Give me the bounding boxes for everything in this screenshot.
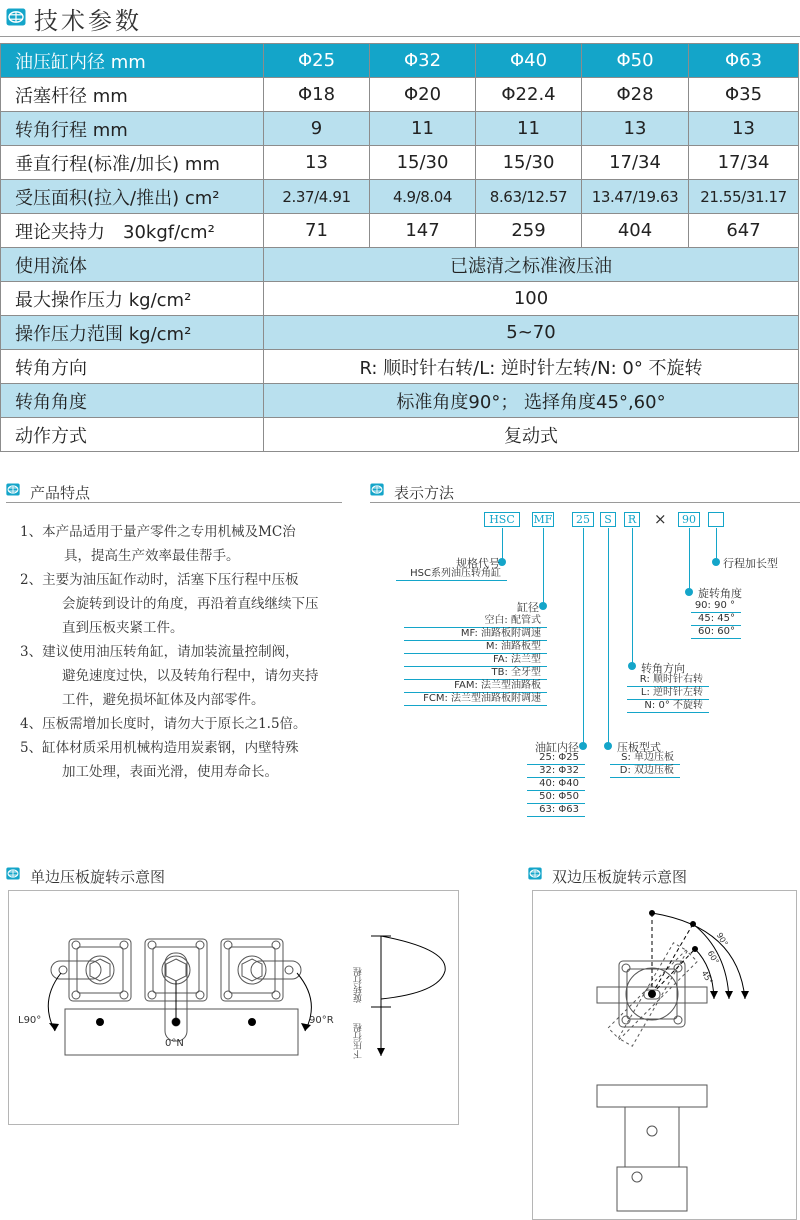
connector-line <box>689 528 690 592</box>
row-label: 转角角度 <box>1 384 264 418</box>
cell-value: Φ35 <box>689 78 799 112</box>
spec-row <box>1 146 799 180</box>
group-label-cylinder: 缸径 <box>517 601 539 614</box>
connector-dot <box>712 558 720 566</box>
cell-value: Φ20 <box>370 78 476 112</box>
code-box-angle: 90 <box>678 512 700 527</box>
connector-dot <box>579 742 587 750</box>
option-item: FA: 法兰型 <box>404 654 547 667</box>
cell-value: 11 <box>476 112 582 146</box>
page-title: 技术参数 <box>34 7 142 35</box>
cell-value: 15/30 <box>476 146 582 180</box>
spec-row <box>1 350 799 384</box>
connector-dot <box>628 662 636 670</box>
row-label: 转角方向 <box>1 350 264 384</box>
spec-row <box>1 112 799 146</box>
feature-line: 2、主要为油压缸作动时，活塞下压行程中压板 <box>20 572 299 588</box>
feature-line: 具，提高生产效率最佳帮手。 <box>64 548 240 564</box>
spec-row <box>1 418 799 452</box>
cell-value: Φ18 <box>264 78 370 112</box>
code-box-bore: 25 <box>572 512 594 527</box>
option-list-cylinder <box>404 615 547 706</box>
feature-line: 5、缸体材质采用机械构造用炭素钢，内壁特殊 <box>20 740 299 756</box>
cell-value: 11 <box>370 112 476 146</box>
code-box-direction: R <box>624 512 640 527</box>
row-label: 操作压力范围 kg/cm² <box>1 316 264 350</box>
connector-line <box>583 528 584 746</box>
divider <box>370 502 800 503</box>
spec-row <box>1 44 799 78</box>
double-clamp-diagram <box>532 890 797 1220</box>
row-label: 最大操作压力 kg/cm² <box>1 282 264 316</box>
spec-row <box>1 282 799 316</box>
section-header-double-clamp <box>528 866 798 888</box>
group-label-direction: 转角方向 <box>641 662 685 675</box>
option-item: 90: 90 ° <box>691 600 741 613</box>
feature-line: 加工处理，表面光滑，使用寿命长。 <box>62 764 278 780</box>
connector-line <box>632 528 633 666</box>
label-right-90: 90°R <box>309 1015 334 1026</box>
option-item: N: 0° 不旋转 <box>627 700 709 713</box>
cell-value: 21.55/31.17 <box>689 180 799 214</box>
cell-value: Φ40 <box>476 44 582 78</box>
cell-value: 已滤清之标准液压油 <box>264 248 799 282</box>
feature-line: 直到压板夹紧工件。 <box>62 620 184 636</box>
feature-line: 避免速度过快，以及转角行程中，请勿夹持 <box>62 668 319 684</box>
cell-value: Φ28 <box>582 78 689 112</box>
cell-value: Φ63 <box>689 44 799 78</box>
connector-dot <box>685 588 693 596</box>
option-item: R: 顺时针右转 <box>627 674 709 687</box>
single-clamp-diagram <box>8 890 459 1125</box>
spec-row <box>1 384 799 418</box>
section-title: 产品特点 <box>30 484 91 502</box>
code-box-cylinder: MF <box>533 513 553 526</box>
cell-value: 17/34 <box>582 146 689 180</box>
connector-dot <box>539 602 547 610</box>
divider <box>0 36 800 37</box>
label-left-90: L90° <box>18 1015 42 1026</box>
connector-line <box>543 528 544 606</box>
cell-value: 标准角度90°； 选择角度45°,60° <box>264 384 799 418</box>
option-item: FAM: 法兰型油路板 <box>404 680 547 693</box>
times-sign: × <box>654 510 667 528</box>
label-center-0: 0°N <box>165 1038 184 1049</box>
label-angle-90: 90° <box>714 931 730 948</box>
cell-value: R: 顺时针右转/L: 逆时针左转/N: 0° 不旋转 <box>264 350 799 384</box>
brand-logo-icon <box>6 867 20 880</box>
cell-value: 4.9/8.04 <box>370 180 476 214</box>
connector-line <box>502 528 503 562</box>
option-list-bore <box>527 752 585 817</box>
spec-row <box>1 78 799 112</box>
option-item: FCM: 法兰型油路板附调速 <box>404 693 547 706</box>
row-label: 垂直行程(标准/加长) mm <box>1 146 264 180</box>
row-label: 转角行程 mm <box>1 112 264 146</box>
spec-row <box>1 316 799 350</box>
feature-line: 会旋转到设计的角度，再沿着直线继续下压 <box>62 596 319 612</box>
cell-value: Φ25 <box>264 44 370 78</box>
row-label: 油压缸内径 mm <box>1 44 264 78</box>
row-label: 使用流体 <box>1 248 264 282</box>
single-clamp-drawing <box>9 891 460 1126</box>
cell-value: 647 <box>689 214 799 248</box>
cell-value: 100 <box>264 282 799 316</box>
row-label: 理论夹持力 30kgf/cm² <box>1 214 264 248</box>
option-item: 60: 60° <box>691 626 741 639</box>
group-label-clamp: 压板型式 <box>617 741 661 754</box>
cell-value: 13 <box>264 146 370 180</box>
connector-line <box>608 528 609 746</box>
cell-value: Φ50 <box>582 44 689 78</box>
spec-row <box>1 248 799 282</box>
option-item: 40: Φ40 <box>527 778 585 791</box>
feature-line: 1、本产品适用于量产零件之专用机械及MC治 <box>20 524 296 540</box>
cell-value: 13.47/19.63 <box>582 180 689 214</box>
option-item: M: 油路板型 <box>404 641 547 654</box>
connector-line <box>716 528 717 562</box>
option-item: 32: Φ32 <box>527 765 585 778</box>
code-box-clamp: S <box>600 512 616 527</box>
option-item: 空白: 配管式 <box>404 615 547 628</box>
option-item: 50: Φ50 <box>527 791 585 804</box>
spec-table <box>0 43 799 452</box>
cell-value: Φ32 <box>370 44 476 78</box>
feature-line: 工件，避免损坏缸体及内部零件。 <box>62 692 265 708</box>
section-title: 双边压板旋转示意图 <box>552 868 688 886</box>
cell-value: 8.63/12.57 <box>476 180 582 214</box>
option-list-spec-code <box>396 568 507 581</box>
brand-logo-icon <box>6 8 26 26</box>
double-clamp-drawing <box>533 891 798 1220</box>
cell-value: Φ22.4 <box>476 78 582 112</box>
option-item: TB: 全牙型 <box>404 667 547 680</box>
cell-value: 13 <box>582 112 689 146</box>
option-list-clamp <box>610 752 680 778</box>
brand-logo-icon <box>6 483 20 496</box>
cell-value: 5~70 <box>264 316 799 350</box>
cell-value: 404 <box>582 214 689 248</box>
feature-line: 3、建议使用油压转角缸，请加装流量控制阀， <box>20 644 299 660</box>
option-item: 63: Φ63 <box>527 804 585 817</box>
cell-value: 147 <box>370 214 476 248</box>
label-rotation-stroke: 旋转行程 <box>354 967 364 1003</box>
group-label-stroke: 行程加长型 <box>723 557 778 570</box>
label-angle-60: 60° <box>705 949 721 966</box>
section-title: 表示方法 <box>394 484 455 502</box>
cell-value: 71 <box>264 214 370 248</box>
cell-value: 15/30 <box>370 146 476 180</box>
option-item: 25: Φ25 <box>527 752 585 765</box>
option-item: 45: 45° <box>691 613 741 626</box>
brand-logo-icon <box>528 867 542 880</box>
option-item: HSC系列油压转角缸 <box>396 568 507 581</box>
cell-value: 复动式 <box>264 418 799 452</box>
cell-value: 259 <box>476 214 582 248</box>
spec-row <box>1 214 799 248</box>
option-item: D: 双边压板 <box>610 765 680 778</box>
connector-dot <box>604 742 612 750</box>
cell-value: 17/34 <box>689 146 799 180</box>
option-item: MF: 油路板附调速 <box>404 628 547 641</box>
section-header-single-clamp <box>6 866 461 888</box>
section-header-designation <box>370 482 800 504</box>
feature-line: 4、压板需增加长度时，请勿大于原长之1.5倍。 <box>20 716 307 732</box>
cell-value: 2.37/4.91 <box>264 180 370 214</box>
section-header-tech-params <box>0 0 800 40</box>
code-box-series: HSC <box>484 512 520 527</box>
group-label-spec-code: 规格代号 <box>456 557 500 570</box>
section-title: 单边压板旋转示意图 <box>30 868 166 886</box>
row-label: 活塞杆径 mm <box>1 78 264 112</box>
label-angle-45: 45° <box>699 969 715 986</box>
spec-row <box>1 180 799 214</box>
divider <box>6 502 342 503</box>
option-item: L: 逆时针左转 <box>627 687 709 700</box>
option-list-direction <box>627 674 709 713</box>
brand-logo-icon <box>370 483 384 496</box>
option-list-angle <box>691 600 741 639</box>
group-label-bore: 油缸内径 <box>535 741 579 754</box>
section-header-features <box>6 482 342 504</box>
cell-value: 9 <box>264 112 370 146</box>
cell-value: 13 <box>689 112 799 146</box>
option-item: S: 单边压板 <box>610 752 680 765</box>
label-press-stroke: 下压行程 <box>354 1023 364 1059</box>
row-label: 受压面积(拉入/推出) cm² <box>1 180 264 214</box>
group-label-angle: 旋转角度 <box>698 587 742 600</box>
row-label: 动作方式 <box>1 418 264 452</box>
code-box-stroke: E <box>708 512 724 527</box>
